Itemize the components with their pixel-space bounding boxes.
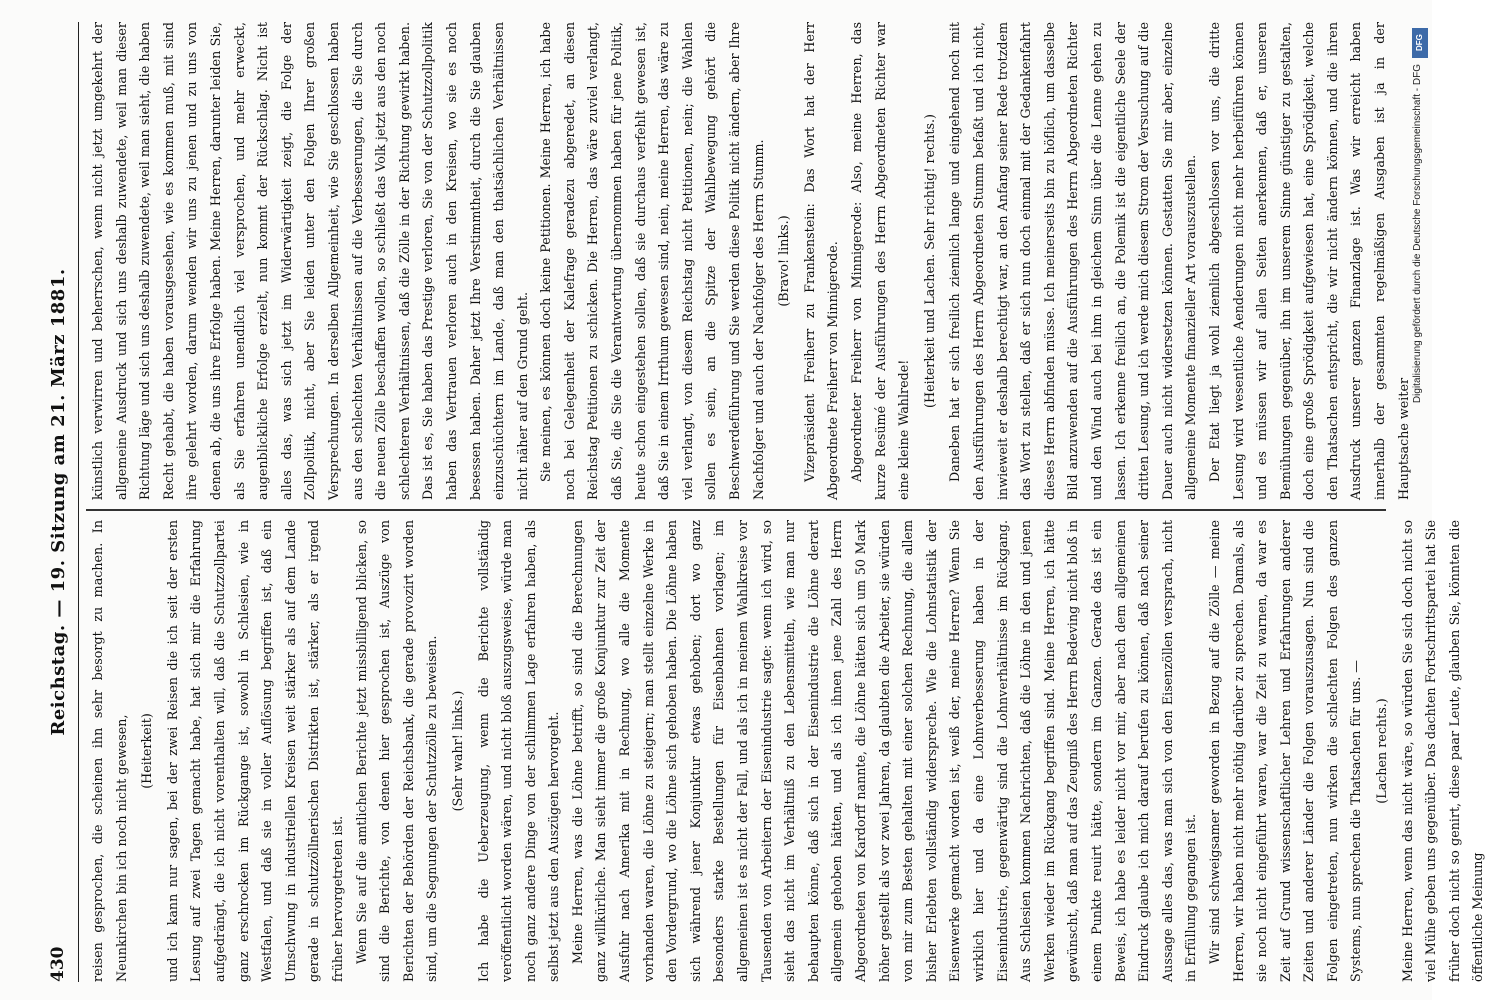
paragraph: Ich habe die Ueberzeugung, wenn die Berichte vollständig veröffentlicht worden wären, und nicht bloß auszugsweise, würde man noch ganz andere Dinge von der schlimmen Lage erfahren haben, als selbst jetzt aus den Auszügen hervorgeht. [475,520,562,982]
page-number: 430 [48,946,68,982]
paragraph: künstlich verwirren und beherrschen, wenn nicht jetzt umgekehrt der allgemeine Ausdruck und sich uns deshalb zuwendete, weil man dieser Richtung läge und sich uns deshalb zuwendete, weil man sieht, die haben Recht gehabt, die haben vorausgesehen, wie es kommen muß, mit sind ihre gelehrt worden, darum wenden wir uns zu jenen und zu uns von denen ab, die uns ihre Erfolge haben. Meine Herren, darunter leiden Sie, als Sie erfahren unendlich viel versprochen, und mehr erweckt, augenblickliche Erfolge erzielt, nun kommt der Rückschlag. Nicht ist alles das, was sich jetzt im Widerwärtigkeit zeigt, die Folge der Zollpolitik, nicht, aber Sie leiden unter den Folgen Ihrer großen Versprechungen. In derselben Allgemeinheit, wie Sie geschlossen haben aus den schlechten Verhältnissen auf die Verbesserungen, die Sie durch die neuen Zölle beschaffen wollen, so schließt das Volk jetzt aus den noch schlechteren Verhältnissen, daß die Zölle in der Richtung gewirkt haben. Das ist es, Sie haben das Prestige verloren, Sie von der Schutzzollpolitik haben das Vertrauen verloren auch in den Kreisen, wo sie es noch besessen haben. Daher jetzt Ihre Verstimmtheit, durch die Sie glauben einzuschüchtern im Lande, daß man den thatsächlichen Verhältnissen nicht näher auf den Grund geht. [90,22,530,500]
paragraph: Der Etat liegt ja wohl ziemlich abgeschlossen vor uns, die dritte Lesung wird wesentliche Aenderungen nicht mehr herbeiführen können und es müssen wir auf allen Seiten anerkennen, daß er, unseren Bemühungen gegenüber, ihn im unserem Sinne günstiger zu gestalten, doch eine große Sprödigkeit aufgewiesen hat, eine Sprödigkeit, welche den Thatsachen entspricht, die wir nicht ändern können, und die ihren Ausdruck unserer ganzen Finanzlage ist. Was wir erreicht haben innerhalb der gesammten regelmäßigen Ausgaben ist ja in der Hauptsache weiter [1206,22,1411,500]
interjection: (Heiterkeit) [139,713,155,789]
paragraph: Meine Herren, was die Löhne betrifft, so sind die Berechnungen ganz willkürliche. Man sieht immer die große Konjunktur zur Zeit der Ausfuhr nach Amerika mit in Rechnung, wo alle die Momente vorhanden waren, die Löhne zu steigern; man stellt einzelne Werke in den Vordergrund, wo die Löhne sich gehoben haben. Die Löhne haben sich während jener Konjunktur etwas gehoben; dort wo ganz besonders starke Bestellungen für Eisenbahnen vorlagen; im allgemeinen ist es nicht der Fall, und als ich in meinem Wahlkreise vor Tausenden von Arbeitern der Eisenindustrie sagte: wenn ich wird, so sieht das nicht im Verhältniß zu den Lebensmitteln, wie man nur behaupten könne, daß sich in der Eisenindustrie die Löhne derart allgemein gehoben hätten, und als ich ihnen jene Zahl des Herrn Abgeordneten von Kardorff nannte, die Löhne hätten sich um 50 Mark höher gestellt als vor zwei Jahren, da glaubten die Arbeiter, sie würden von mir zum Besten gehalten mit einer solchen Rechnung, die allem bisher Erlebten vollständig widerspreche. Wie die Lohnstatistik der Eisenwerke gemacht worden ist, weiß der, meine Herren? Wenn Sie wirklich hier und da eine Lohnverbesserung haben in der Eisenindustrie, gegenwärtig sind die Lohnverhältnisse im Rückgang. Aus Schlesien kommen Nachrichten, daß die Löhne in den und jenen Werken wieder im Rückgang begriffen sind. Meine Herren, ich hätte gewünscht, daß man auf das Zeugniß des Herrn Bedeving nicht bloß in einem Punkte reuirt hätte, sondern im Ganzen. Gerade das ist ein Beweis, ich habe es leider nicht vor mir, aber nach dem allgemeinen Eindruck glaube ich mich darauf berufen zu können, daß nach seiner Aussage alles das, was man sich von den Eisenzöllen versprach, nicht in Erfüllung gegangen ist. [569,520,1199,982]
right-column [86,22,1411,500]
page-title: Reichstag. — 19. Sitzung am 21. März 1881. [48,268,69,736]
paragraph: Meine Herren, wenn das nicht wäre, so würden Sie sich doch nicht so viel Mühe geben uns gegenüber. Das dachten Fortschrittspartei hat Sie früher doch nicht so genirt, diese paar Leute, glauben Sie, könnten die öffentliche Meinung [1399,520,1486,982]
interjection: (Heiterkeit und Lachen. Sehr richtig! rechts.) [921,114,937,408]
dfg-credit: Digitalisierung gefördert durch die Deutsche Forschungsgemeinschaft - DFG [1412,64,1423,404]
digitization-sidebar [1410,20,1430,980]
paragraph: Wenn Sie auf die amtlichen Berichte jetzt missbilligend blicken, so sind die Berichte, von denen hier gesprochen ist, Auszüge von Berichten der Behörden der Reichsbank, die gerade provozirt worden sind, um die Segnungen der Schutzzölle zu beweisen. [353,520,440,982]
interjection: (Sehr wahr! links.) [449,690,465,812]
left-column [86,520,1486,982]
column-divider [86,510,1386,512]
paragraph: und ich kann nur sagen, bei der zwei Reisen die ich seit der ersten Lesung auf zwei Tagen gemacht habe, hat sich mir die Erfahrung aufgedrängt, die ich nicht vorenthalten will, daß die Schutzzollpartei ganz erschrocken im Rückgange ist, sowohl in Schlesien, wie in Westfalen, und daß sie in voller Auflösung begriffen ist, daß ein Umschwung in industriellen Kreisen weit stärker als auf dem Lande gerade in schutzzöllnerischen Distrikten ist, stärker, als er irgend früher hervorgetreten ist. [164,520,345,982]
interjection: (Bravo! links.) [776,215,792,307]
interjection: (Lachen rechts.) [1374,698,1390,804]
dfg-logo: DFG [1412,28,1428,58]
paragraph: Vizepräsident Freiherr zu Frankenstein: Das Wort hat der Herr Abgeordnete Freiherr von Minnigerode. [801,22,841,500]
paragraph: Sie meinen, es können doch keine Petitionen. Meine Herren, ich habe noch bei Gelegenheit der Kalefrage geradezu abgeredet, an diesen Reichstag Petitionen zu schicken. Die Herren, das wäre zuviel verlangt, daß Sie, die Sie die Verantwortung übernommen haben für jene Politik, heute schon eingestehen sollen, daß sie durchaus verfehlt gewesen ist, daß Sie in einem Irrthum gewesen sind, nein, meine Herren, das wäre zu viel verlangt, von diesem Reichstag nicht Petitionen, nein; die Wahlen sollen es sein, an die Spitze der Wahlbewegung gehört die Beschwerdeführung und Sie werden diese Politik nicht ändern, aber Ihre Nachfolger und auch der Nachfolger des Herrn Stumm. [538,22,766,500]
paragraph: Daneben hat er sich freilich ziemlich lange und eingehend noch mit den Ausführungen des Herrn Abgeordneten Stumm befaßt und ich nicht, inwieweit er deshalb berechtigt war, an den Anfang seiner Rede trotzdem das Wort zu stellen, daß er sich nun doch einmal mit der Gedankenfahrt dieses Herrn abfinden müsse. Ich meinerseits bin zu höflich, um dasselbe Bild anzuwenden auf die Ausführungen des Herrn Abgeordneten Richter und den Wind auch bei ihm in gleichem Sinn über die Lenne gehen zu lassen. Ich erkenne freilich an, die Polemik ist die eigentliche Seele der dritten Lesung, und ich werde mich diesem Strom der Versuchung auf die Dauer auch nicht widersetzen können. Gestatten Sie mir aber, einzelne allgemeine Momente finanzieller Art vorauszustellen. [947,22,1199,500]
page-header [44,22,79,982]
paragraph: reisen gesprochen, die scheinen ihn sehr besorgt zu machen. In Neunkirchen bin ich noch nicht gewesen, [90,520,129,982]
paragraph: Wir sind schweigsamer geworden in Bezug auf die Zölle — meine Herren, wir haben nicht mehr nöthig darüber zu sprechen. Damals, als sie noch nicht eingeführt waren, war die Zeit zu warnen, da war es Zeit auf Grund wissenschaftlicher Lehren und Erfahrungen anderer Zeiten und anderer Länder die Folgen vorauszusagen. Nun sind die Folgen eingetreten, nun wirken die schlechten Folgen des ganzen Systems, nun sprechen die Thatsachen für uns. — [1206,520,1364,982]
paragraph: Abgeordneter Freiherr von Minnigerode: Also, meine Herren, das kurze Resümé der Ausführungen des Herrn Abgeordneten Richter war eine kleine Wahlrede! [849,22,912,500]
